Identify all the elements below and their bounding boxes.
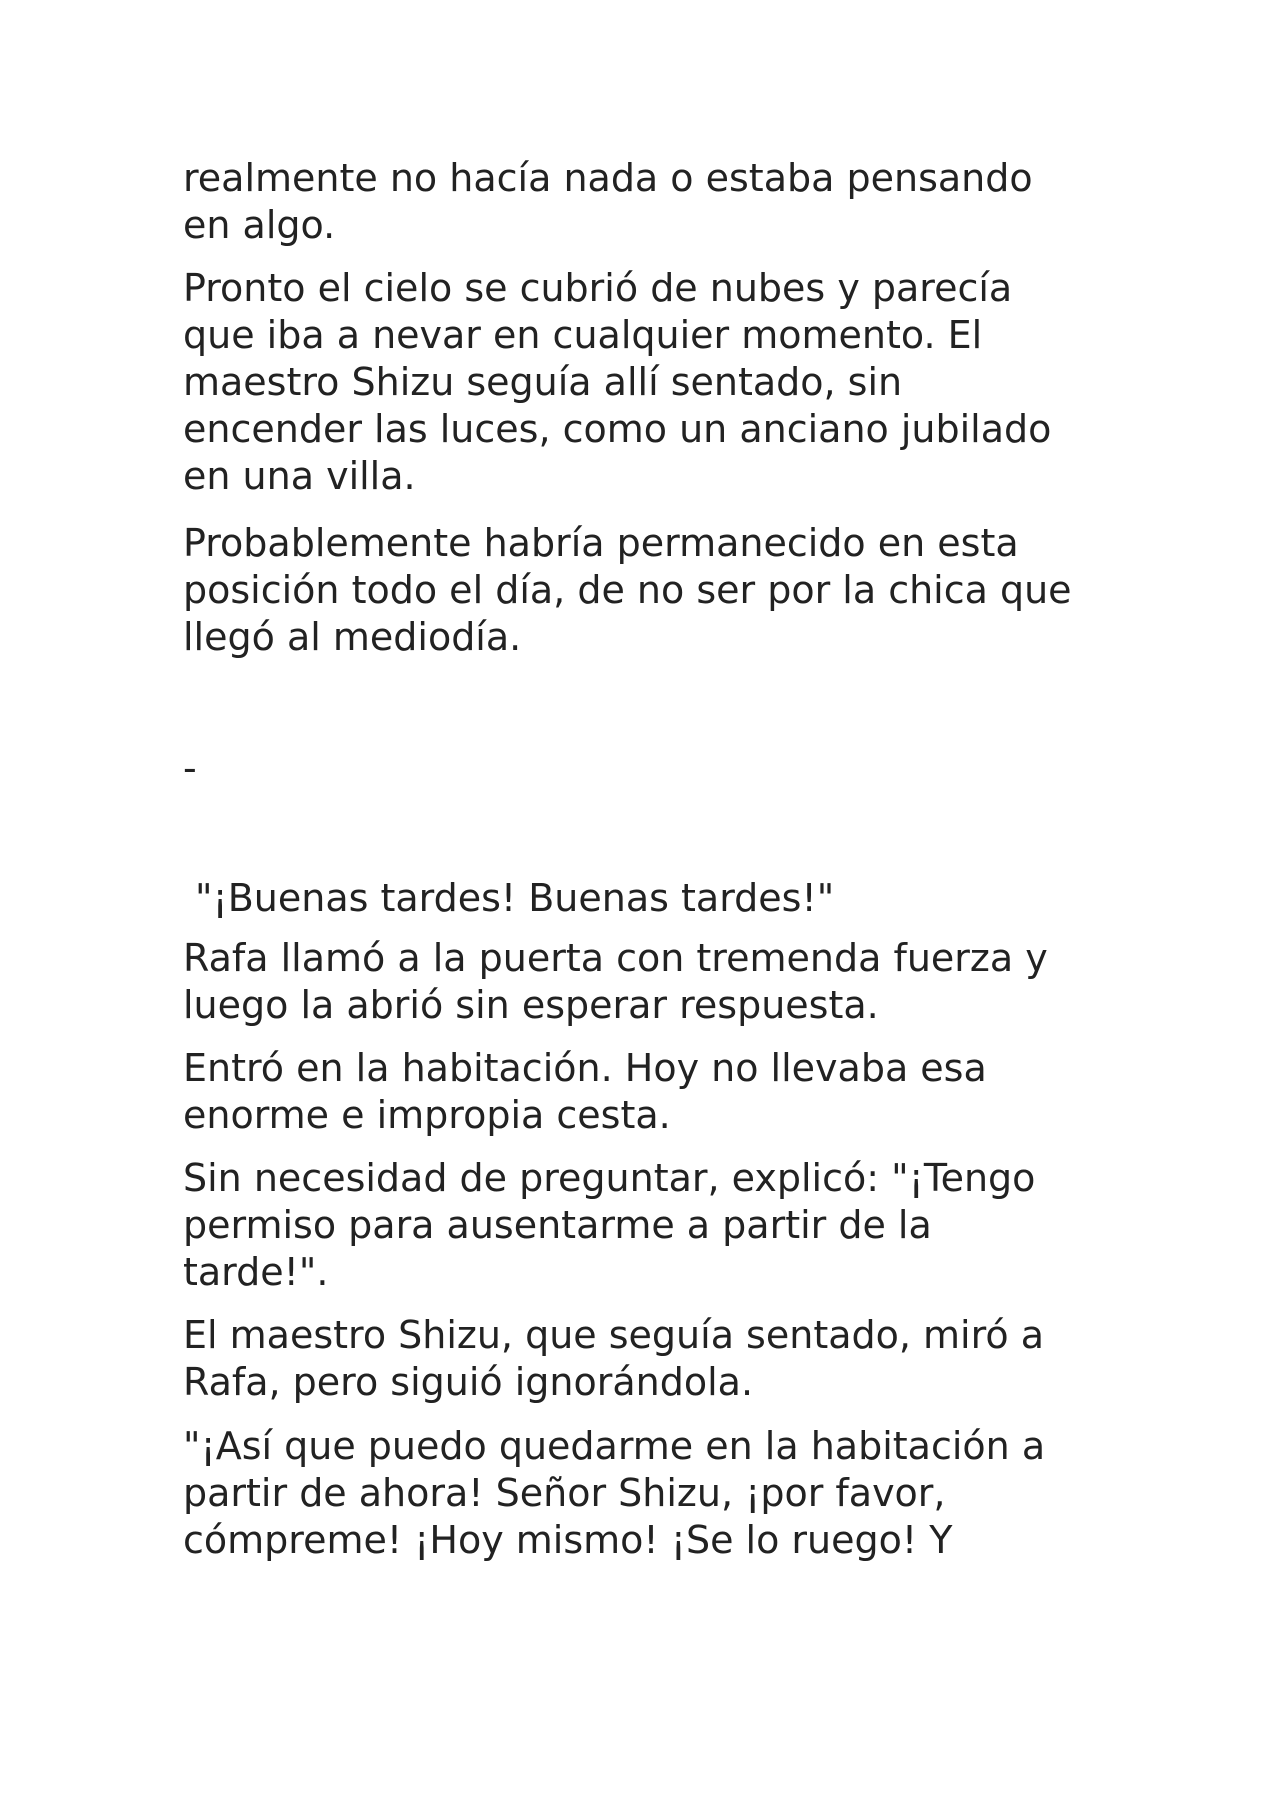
paragraph: Entró en la habitación. Hoy no llevaba esa enorme e impropia cesta. (183, 1046, 987, 1137)
section-separator: - (183, 746, 197, 790)
paragraph: Rafa llamó a la puerta con tremenda fuerza y luego la abrió sin esperar respuesta. (183, 936, 1048, 1027)
paragraph: realmente no hacía nada o estaba pensando en algo. (183, 156, 1033, 247)
paragraph: "¡Así que puedo quedarme en la habitación a partir de ahora! Señor Shizu, ¡por favor, cómpreme! ¡Hoy mismo! ¡Se lo ruego! Y (183, 1424, 1046, 1562)
paragraph: El maestro Shizu, que seguía sentado, miró a Rafa, pero siguió ignorándola. (183, 1313, 1045, 1404)
paragraph: Pronto el cielo se cubrió de nubes y parecía que iba a nevar en cualquier momento. El maestro Shizu seguía allí sentado, sin encender las luces, como un anciano jubilado en una villa. (183, 266, 1052, 498)
dialogue-line: "¡Buenas tardes! Buenas tardes!" (195, 876, 835, 920)
paragraph: Probablemente habría permanecido en esta posición todo el día, de no ser por la chica que llegó al mediodía. (183, 521, 1072, 659)
paragraph: Sin necesidad de preguntar, explicó: "¡Tengo permiso para ausentarme a partir de la tarde!". (183, 1156, 1036, 1294)
